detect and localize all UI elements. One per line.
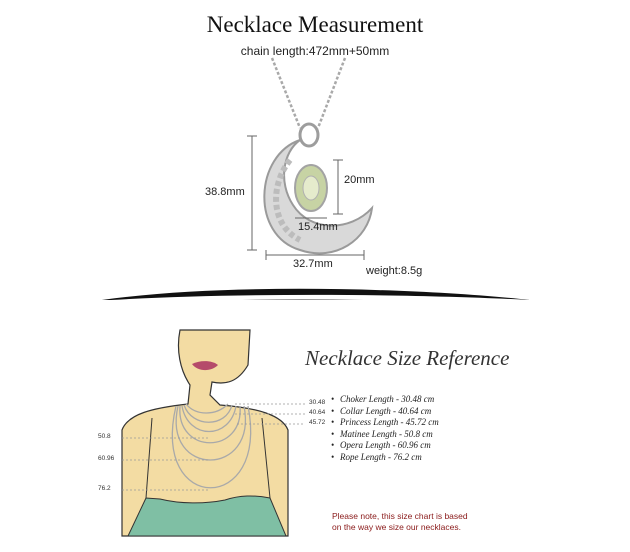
chain-length-label: chain length:472mm+50mm	[240, 44, 390, 58]
reference-title: Necklace Size Reference	[305, 346, 510, 370]
bullet-icon: •	[331, 451, 335, 462]
cage-width-label: 15.4mm	[298, 221, 338, 233]
tick-label: 76.2	[98, 485, 111, 492]
note-line: Please note, this size chart is based	[332, 511, 468, 521]
legend-item	[331, 417, 439, 429]
tick-label: 50.8	[98, 433, 111, 440]
legend-item-label: Opera Length - 60.96 cm	[340, 440, 431, 451]
note-line: on the way we size our necklaces.	[332, 522, 461, 532]
legend-item-label: Rope Length - 76.2 cm	[340, 451, 422, 462]
measurement-title: Necklace Measurement	[206, 12, 424, 37]
bullet-icon: •	[331, 440, 335, 451]
width-label: 32.7mm	[293, 258, 333, 270]
legend-item	[331, 440, 439, 452]
tick-label: 45.72	[309, 419, 326, 426]
bullet-icon: •	[331, 394, 335, 404]
bullet-icon: •	[331, 405, 335, 416]
height-label: 38.8mm	[205, 186, 245, 198]
legend-item	[331, 394, 439, 406]
tick-label: 30.48	[309, 399, 326, 406]
cage-height-label: 20mm	[344, 174, 375, 186]
bullet-icon: •	[331, 417, 335, 428]
legend-item	[331, 429, 439, 441]
tick-label: 40.64	[309, 409, 326, 416]
legend-item-label: Matinee Length - 50.8 cm	[340, 428, 433, 439]
legend-item	[331, 406, 439, 418]
legend-item-label: Collar Length - 40.64 cm	[340, 405, 432, 416]
bullet-icon: •	[331, 428, 335, 439]
length-legend	[331, 394, 439, 464]
size-note	[332, 511, 482, 533]
weight-label: weight:8.5g	[366, 265, 423, 277]
tick-label: 60.96	[98, 455, 115, 462]
legend-item-label: Choker Length - 30.48 cm	[340, 394, 435, 404]
legend-item	[331, 452, 439, 464]
legend-item-label: Princess Length - 45.72 cm	[340, 417, 439, 428]
